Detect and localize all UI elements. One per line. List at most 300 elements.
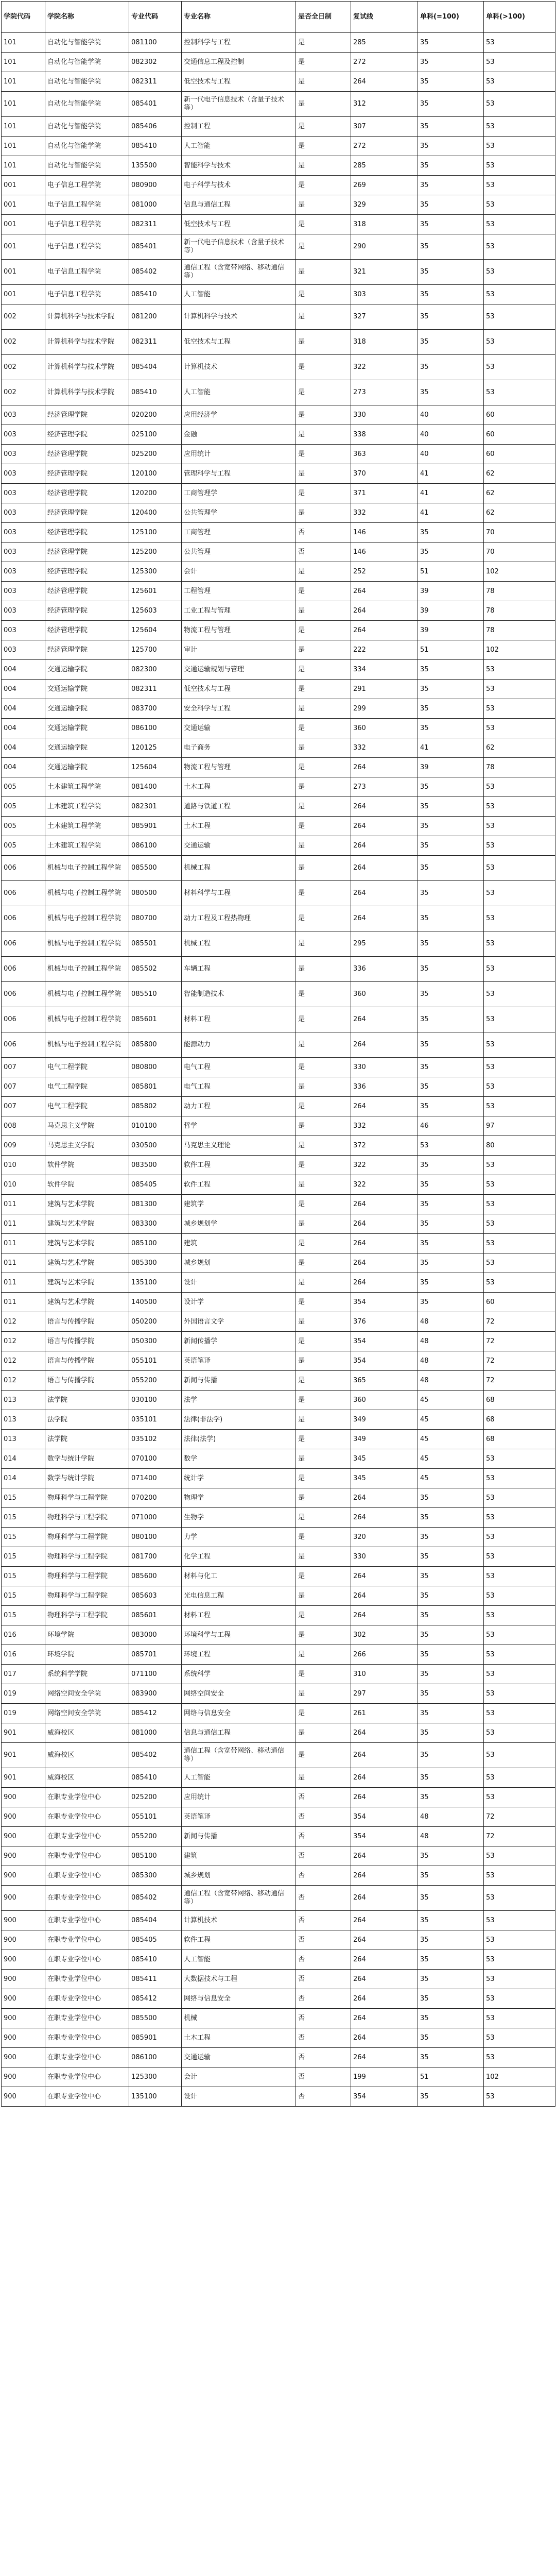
cell-single-over-100: 53 <box>484 1586 555 1606</box>
cell-college-name: 系统科学学院 <box>45 1665 129 1684</box>
cell-college-name: 软件学院 <box>45 1156 129 1175</box>
cell-single-over-100: 53 <box>484 1684 555 1704</box>
cell-major-name: 通信工程（含宽带网络、移动通信等） <box>182 1886 296 1911</box>
cell-full-time: 是 <box>296 484 351 503</box>
cell-major-code: 083900 <box>129 1684 182 1704</box>
cell-major-code: 120100 <box>129 464 182 484</box>
cell-major-code: 083300 <box>129 1214 182 1234</box>
cell-college-name: 电子信息工程学院 <box>45 234 129 260</box>
cell-college-code: 001 <box>2 215 45 234</box>
cell-college-name: 经济管理学院 <box>45 464 129 484</box>
cell-single-over-100: 60 <box>484 445 555 464</box>
cell-single-over-100: 78 <box>484 621 555 640</box>
cell-single-over-100: 60 <box>484 1293 555 1312</box>
cell-single-over-100: 62 <box>484 464 555 484</box>
cell-college-code: 006 <box>2 1007 45 1032</box>
table-row <box>2 758 555 777</box>
cell-college-code: 002 <box>2 304 45 330</box>
cell-single-over-100: 53 <box>484 215 555 234</box>
cell-full-time: 是 <box>296 1768 351 1788</box>
cell-single-over-100: 72 <box>484 1827 555 1846</box>
cell-major-code: 085802 <box>129 1097 182 1116</box>
table-row <box>2 1723 555 1743</box>
cell-major-name: 计算机科学与技术 <box>182 304 296 330</box>
cell-college-code: 005 <box>2 817 45 836</box>
cell-college-name: 经济管理学院 <box>45 503 129 523</box>
cell-full-time: 是 <box>296 1586 351 1606</box>
cell-retest-line: 295 <box>351 931 418 957</box>
cell-full-time: 否 <box>296 2028 351 2048</box>
cell-college-code: 900 <box>2 2087 45 2107</box>
cell-major-code: 085500 <box>129 2009 182 2028</box>
cell-retest-line: 372 <box>351 1136 418 1156</box>
cell-college-name: 语言与传播学院 <box>45 1351 129 1371</box>
cell-single-over-100: 68 <box>484 1410 555 1430</box>
cell-single-over-100: 53 <box>484 1886 555 1911</box>
cell-major-name: 电气工程 <box>182 1058 296 1077</box>
cell-college-name: 经济管理学院 <box>45 640 129 660</box>
cell-single-over-100: 53 <box>484 1234 555 1253</box>
cell-retest-line: 264 <box>351 1195 418 1214</box>
cell-major-name: 材料工程 <box>182 1007 296 1032</box>
cell-major-code: 085410 <box>129 380 182 405</box>
table-row <box>2 660 555 680</box>
cell-retest-line: 264 <box>351 1567 418 1586</box>
cell-college-name: 威海校区 <box>45 1743 129 1768</box>
cell-major-code: 070200 <box>129 1488 182 1508</box>
cell-major-code: 080100 <box>129 1528 182 1547</box>
cell-single-over-100: 53 <box>484 1950 555 1970</box>
cell-retest-line: 264 <box>351 1097 418 1116</box>
table-row <box>2 523 555 543</box>
cell-full-time: 是 <box>296 1704 351 1723</box>
cell-major-code: 085410 <box>129 137 182 156</box>
cell-major-name: 公共管理 <box>182 543 296 562</box>
cell-major-code: 055101 <box>129 1351 182 1371</box>
cell-full-time: 是 <box>296 640 351 660</box>
cell-major-name: 智能制造技术 <box>182 982 296 1007</box>
cell-college-name: 法学院 <box>45 1410 129 1430</box>
cell-full-time: 是 <box>296 1371 351 1391</box>
cell-single-100: 41 <box>418 464 484 484</box>
cell-full-time: 是 <box>296 72 351 92</box>
cell-major-name: 低空技术与工程 <box>182 680 296 699</box>
cell-full-time: 是 <box>296 582 351 601</box>
cell-major-code: 082301 <box>129 797 182 817</box>
cell-single-100: 35 <box>418 680 484 699</box>
cell-college-code: 012 <box>2 1312 45 1332</box>
cell-single-100: 45 <box>418 1469 484 1488</box>
cell-major-name: 工商管理 <box>182 523 296 543</box>
cell-college-name: 在职专业学位中心 <box>45 1866 129 1886</box>
cell-single-100: 48 <box>418 1827 484 1846</box>
cell-major-name: 设计学 <box>182 1293 296 1312</box>
cell-major-code: 035101 <box>129 1410 182 1430</box>
cell-college-name: 电子信息工程学院 <box>45 260 129 285</box>
cell-college-code: 900 <box>2 2067 45 2087</box>
cell-college-name: 在职专业学位中心 <box>45 1970 129 1989</box>
cell-single-100: 35 <box>418 543 484 562</box>
cell-college-name: 威海校区 <box>45 1723 129 1743</box>
cell-full-time: 否 <box>296 1930 351 1950</box>
cell-retest-line: 264 <box>351 881 418 906</box>
cell-college-name: 数学与统计学院 <box>45 1449 129 1469</box>
cell-major-code: 082311 <box>129 330 182 355</box>
cell-single-100: 35 <box>418 1097 484 1116</box>
cell-full-time: 是 <box>296 1032 351 1058</box>
cell-college-name: 自动化与智能学院 <box>45 137 129 156</box>
cell-single-over-100: 80 <box>484 1136 555 1156</box>
cell-major-name: 机械 <box>182 2009 296 2028</box>
cell-major-name: 网络与信息安全 <box>182 1989 296 2009</box>
cell-college-name: 电气工程学院 <box>45 1058 129 1077</box>
cell-major-name: 环境工程 <box>182 1645 296 1665</box>
cell-college-code: 015 <box>2 1528 45 1547</box>
cell-retest-line: 264 <box>351 1508 418 1528</box>
cell-major-name: 工程管理 <box>182 582 296 601</box>
table-row <box>2 1528 555 1547</box>
cell-single-100: 35 <box>418 33 484 53</box>
cell-retest-line: 354 <box>351 1827 418 1846</box>
cell-single-100: 48 <box>418 1807 484 1827</box>
cell-single-100: 40 <box>418 425 484 445</box>
table-row <box>2 1645 555 1665</box>
cell-full-time: 是 <box>296 1645 351 1665</box>
cell-full-time: 是 <box>296 1469 351 1488</box>
cell-single-100: 35 <box>418 1930 484 1950</box>
cell-single-over-100: 53 <box>484 156 555 176</box>
cell-retest-line: 264 <box>351 1846 418 1866</box>
table-row <box>2 1410 555 1430</box>
cell-college-name: 在职专业学位中心 <box>45 2009 129 2028</box>
cell-single-over-100: 53 <box>484 285 555 304</box>
cell-major-code: 085405 <box>129 1175 182 1195</box>
cell-major-code: 085601 <box>129 1606 182 1625</box>
cell-major-name: 物流工程与管理 <box>182 621 296 640</box>
cell-single-over-100: 62 <box>484 738 555 758</box>
cell-college-name: 计算机科学与技术学院 <box>45 330 129 355</box>
cell-single-over-100: 53 <box>484 1058 555 1077</box>
cell-major-code: 025200 <box>129 1788 182 1807</box>
cell-single-100: 35 <box>418 660 484 680</box>
cell-single-100: 35 <box>418 1032 484 1058</box>
table-row <box>2 738 555 758</box>
cell-single-100: 35 <box>418 2048 484 2067</box>
cell-major-name: 应用统计 <box>182 1788 296 1807</box>
cell-retest-line: 299 <box>351 699 418 719</box>
cell-retest-line: 329 <box>351 195 418 215</box>
cell-retest-line: 264 <box>351 1032 418 1058</box>
cell-college-code: 014 <box>2 1469 45 1488</box>
table-row <box>2 1332 555 1351</box>
cell-college-name: 机械与电子控制工程学院 <box>45 982 129 1007</box>
cell-single-100: 48 <box>418 1371 484 1391</box>
cell-major-name: 马克思主义理论 <box>182 1136 296 1156</box>
cell-single-over-100: 53 <box>484 931 555 957</box>
cell-college-code: 011 <box>2 1214 45 1234</box>
cell-full-time: 是 <box>296 719 351 738</box>
cell-retest-line: 264 <box>351 1234 418 1253</box>
cell-single-100: 35 <box>418 1866 484 1886</box>
cell-college-code: 001 <box>2 285 45 304</box>
table-row <box>2 640 555 660</box>
cell-retest-line: 222 <box>351 640 418 660</box>
cell-full-time: 是 <box>296 562 351 582</box>
cell-full-time: 否 <box>296 1970 351 1989</box>
cell-college-code: 003 <box>2 405 45 425</box>
table-row <box>2 1743 555 1768</box>
cell-full-time: 否 <box>296 1807 351 1827</box>
cell-single-over-100: 102 <box>484 640 555 660</box>
table-row <box>2 1077 555 1097</box>
cell-college-code: 006 <box>2 856 45 881</box>
cell-retest-line: 264 <box>351 817 418 836</box>
cell-single-100: 35 <box>418 2028 484 2048</box>
cell-retest-line: 264 <box>351 1743 418 1768</box>
table-row <box>2 1704 555 1723</box>
cell-major-name: 新闻与传播 <box>182 1827 296 1846</box>
cell-full-time: 是 <box>296 1175 351 1195</box>
cell-college-code: 015 <box>2 1547 45 1567</box>
cell-full-time: 是 <box>296 1253 351 1273</box>
cell-single-100: 35 <box>418 957 484 982</box>
cell-single-100: 35 <box>418 1007 484 1032</box>
cell-college-name: 在职专业学位中心 <box>45 1807 129 1827</box>
cell-major-code: 025100 <box>129 425 182 445</box>
table-row <box>2 1136 555 1156</box>
cell-college-code: 003 <box>2 503 45 523</box>
cell-major-code: 135100 <box>129 1273 182 1293</box>
table-row <box>2 1449 555 1469</box>
cell-college-code: 002 <box>2 355 45 380</box>
cell-college-name: 机械与电子控制工程学院 <box>45 1032 129 1058</box>
cell-college-name: 在职专业学位中心 <box>45 1950 129 1970</box>
cell-full-time: 是 <box>296 33 351 53</box>
table-row <box>2 1007 555 1032</box>
cell-full-time: 否 <box>296 1827 351 1846</box>
table-row <box>2 1488 555 1508</box>
cell-full-time: 是 <box>296 405 351 425</box>
cell-major-name: 交通运输 <box>182 719 296 738</box>
cell-major-name: 动力工程 <box>182 1097 296 1116</box>
cell-college-name: 土木建筑工程学院 <box>45 777 129 797</box>
cell-major-name: 软件工程 <box>182 1930 296 1950</box>
cell-college-name: 交通运输学院 <box>45 680 129 699</box>
cell-single-over-100: 53 <box>484 355 555 380</box>
cell-college-name: 建筑与艺术学院 <box>45 1253 129 1273</box>
cell-major-name: 通信工程（含宽带网络、移动通信等） <box>182 260 296 285</box>
cell-single-over-100: 78 <box>484 758 555 777</box>
cell-major-code: 082311 <box>129 72 182 92</box>
cell-college-name: 物理科学与工程学院 <box>45 1586 129 1606</box>
cell-major-code: 125604 <box>129 621 182 640</box>
cell-college-name: 自动化与智能学院 <box>45 72 129 92</box>
cell-full-time: 是 <box>296 601 351 621</box>
cell-retest-line: 354 <box>351 1807 418 1827</box>
table-row <box>2 445 555 464</box>
cell-single-100: 35 <box>418 2087 484 2107</box>
cell-full-time: 是 <box>296 1723 351 1743</box>
table-row <box>2 562 555 582</box>
table-row <box>2 1214 555 1234</box>
cell-single-over-100: 53 <box>484 1097 555 1116</box>
table-row <box>2 856 555 881</box>
cell-full-time: 是 <box>296 660 351 680</box>
cell-single-over-100: 53 <box>484 2028 555 2048</box>
cell-single-over-100: 53 <box>484 881 555 906</box>
cell-retest-line: 264 <box>351 621 418 640</box>
cell-major-name: 会计 <box>182 562 296 582</box>
cell-college-code: 013 <box>2 1410 45 1430</box>
cell-college-code: 001 <box>2 195 45 215</box>
cell-major-name: 统计学 <box>182 1469 296 1488</box>
cell-single-over-100: 53 <box>484 660 555 680</box>
cell-full-time: 是 <box>296 464 351 484</box>
cell-college-name: 自动化与智能学院 <box>45 117 129 137</box>
table-row <box>2 1807 555 1827</box>
cell-single-100: 35 <box>418 72 484 92</box>
cell-major-name: 低空技术与工程 <box>182 215 296 234</box>
cell-retest-line: 264 <box>351 1253 418 1273</box>
cell-major-code: 085406 <box>129 117 182 137</box>
cell-college-name: 自动化与智能学院 <box>45 33 129 53</box>
cell-single-100: 39 <box>418 582 484 601</box>
cell-single-over-100: 53 <box>484 1704 555 1723</box>
cell-major-name: 法律(法学) <box>182 1430 296 1449</box>
cell-college-name: 建筑与艺术学院 <box>45 1234 129 1253</box>
cell-college-name: 建筑与艺术学院 <box>45 1214 129 1234</box>
cell-college-name: 语言与传播学院 <box>45 1332 129 1351</box>
cell-major-code: 085300 <box>129 1866 182 1886</box>
cell-single-over-100: 72 <box>484 1332 555 1351</box>
cell-single-100: 35 <box>418 156 484 176</box>
cell-retest-line: 330 <box>351 1547 418 1567</box>
cell-major-name: 工业工程与管理 <box>182 601 296 621</box>
table-row <box>2 777 555 797</box>
cell-college-name: 物理科学与工程学院 <box>45 1606 129 1625</box>
table-row <box>2 1293 555 1312</box>
cell-major-code: 085100 <box>129 1234 182 1253</box>
cell-college-name: 在职专业学位中心 <box>45 1930 129 1950</box>
cell-major-name: 设计 <box>182 1273 296 1293</box>
cell-college-code: 011 <box>2 1273 45 1293</box>
cell-major-code: 055200 <box>129 1371 182 1391</box>
cell-retest-line: 264 <box>351 1586 418 1606</box>
table-row <box>2 33 555 53</box>
cell-single-over-100: 53 <box>484 1743 555 1768</box>
cell-single-100: 41 <box>418 484 484 503</box>
header-college-code: 学院代码 <box>2 2 45 33</box>
cell-retest-line: 264 <box>351 1606 418 1625</box>
cell-single-100: 45 <box>418 1391 484 1410</box>
table-row <box>2 1097 555 1116</box>
table-row <box>2 1430 555 1449</box>
cell-single-100: 35 <box>418 304 484 330</box>
cell-college-code: 900 <box>2 1788 45 1807</box>
cell-single-over-100: 53 <box>484 1768 555 1788</box>
cell-single-100: 35 <box>418 1743 484 1768</box>
cell-retest-line: 297 <box>351 1684 418 1704</box>
cell-college-code: 006 <box>2 957 45 982</box>
header-full-time: 是否全日制 <box>296 2 351 33</box>
cell-major-code: 070100 <box>129 1449 182 1469</box>
table-row <box>2 1989 555 2009</box>
cell-retest-line: 273 <box>351 380 418 405</box>
cell-college-name: 法学院 <box>45 1391 129 1410</box>
cell-major-code: 085500 <box>129 856 182 881</box>
cell-single-100: 35 <box>418 1253 484 1273</box>
cell-retest-line: 307 <box>351 117 418 137</box>
table-row <box>2 1846 555 1866</box>
cell-major-name: 人工智能 <box>182 380 296 405</box>
header-major-code: 专业代码 <box>129 2 182 33</box>
cell-single-over-100: 60 <box>484 405 555 425</box>
cell-college-code: 006 <box>2 881 45 906</box>
table-row <box>2 72 555 92</box>
cell-single-over-100: 53 <box>484 1606 555 1625</box>
cell-single-100: 35 <box>418 881 484 906</box>
cell-single-over-100: 53 <box>484 1911 555 1930</box>
cell-major-code: 085300 <box>129 1253 182 1273</box>
cell-college-name: 经济管理学院 <box>45 445 129 464</box>
cell-major-code: 135100 <box>129 2087 182 2107</box>
cell-single-over-100: 53 <box>484 330 555 355</box>
cell-single-100: 39 <box>418 758 484 777</box>
cell-college-code: 101 <box>2 33 45 53</box>
cell-major-name: 信息与通信工程 <box>182 195 296 215</box>
cell-full-time: 是 <box>296 445 351 464</box>
table-row <box>2 234 555 260</box>
cell-major-name: 金融 <box>182 425 296 445</box>
cell-single-100: 45 <box>418 1410 484 1430</box>
cell-major-code: 085501 <box>129 931 182 957</box>
cell-full-time: 是 <box>296 1449 351 1469</box>
cell-major-code: 081000 <box>129 1723 182 1743</box>
cell-major-name: 土木工程 <box>182 777 296 797</box>
cell-college-code: 012 <box>2 1351 45 1371</box>
cell-college-code: 005 <box>2 836 45 856</box>
cell-single-over-100: 53 <box>484 176 555 195</box>
cell-single-over-100: 53 <box>484 1970 555 1989</box>
cell-college-code: 016 <box>2 1645 45 1665</box>
cell-college-name: 土木建筑工程学院 <box>45 817 129 836</box>
cell-college-code: 010 <box>2 1156 45 1175</box>
cell-single-100: 35 <box>418 1684 484 1704</box>
cell-major-name: 系统科学 <box>182 1665 296 1684</box>
table-row <box>2 1175 555 1195</box>
cell-single-over-100: 53 <box>484 797 555 817</box>
cell-college-code: 900 <box>2 2028 45 2048</box>
cell-college-code: 011 <box>2 1195 45 1214</box>
table-row <box>2 156 555 176</box>
cell-college-name: 网络空间安全学院 <box>45 1684 129 1704</box>
cell-full-time: 是 <box>296 1007 351 1032</box>
table-row <box>2 2087 555 2107</box>
cell-college-code: 900 <box>2 1886 45 1911</box>
cell-college-code: 007 <box>2 1077 45 1097</box>
cell-retest-line: 273 <box>351 777 418 797</box>
table-row <box>2 1253 555 1273</box>
cell-college-code: 003 <box>2 621 45 640</box>
cell-college-code: 007 <box>2 1097 45 1116</box>
cell-college-name: 马克思主义学院 <box>45 1136 129 1156</box>
table-row <box>2 137 555 156</box>
table-row <box>2 215 555 234</box>
cell-single-100: 41 <box>418 503 484 523</box>
table-row <box>2 1469 555 1488</box>
cell-single-over-100: 102 <box>484 2067 555 2087</box>
cell-college-name: 数学与统计学院 <box>45 1469 129 1488</box>
